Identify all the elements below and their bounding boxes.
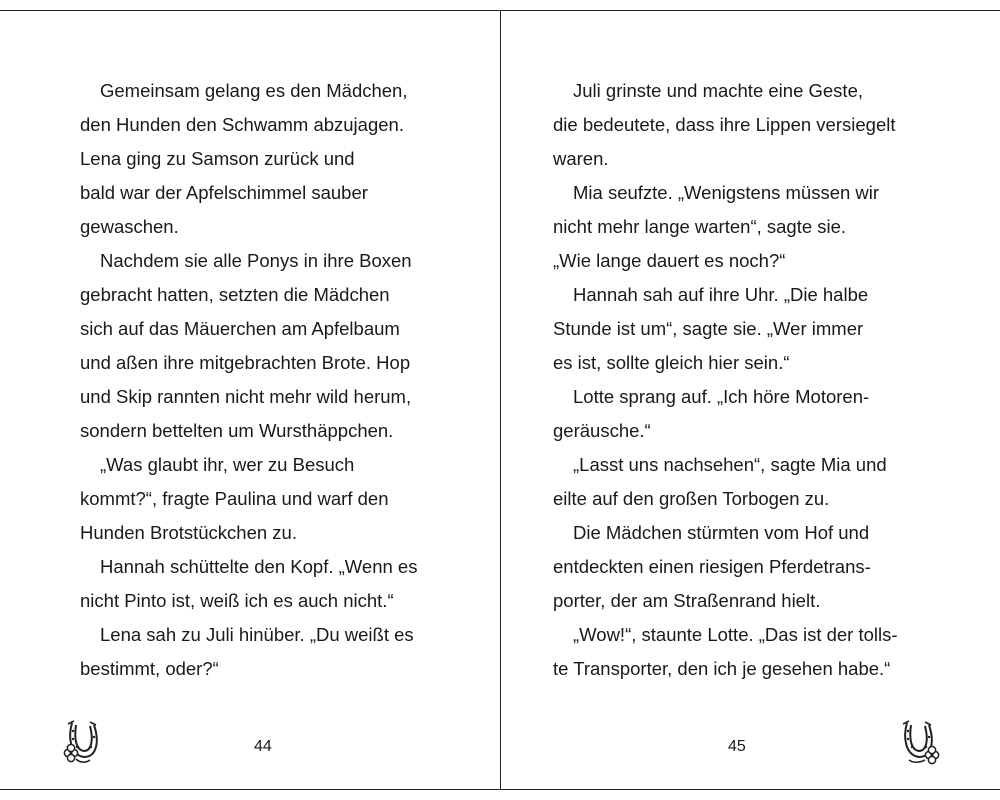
right-page <box>500 10 1000 790</box>
text-line: den Hunden den Schwamm abzujagen. <box>80 114 404 135</box>
text-line: waren. <box>553 148 609 169</box>
text-line: Hunden Brotstückchen zu. <box>80 522 297 543</box>
horseshoe-flower-icon <box>893 717 943 767</box>
text-line: porter, der am Straßenrand hielt. <box>553 590 821 611</box>
text-line: nicht mehr lange warten“, sagte sie. <box>553 216 847 237</box>
text-line: eilte auf den großen Torbogen zu. <box>553 488 830 509</box>
text-line: Nachdem sie alle Ponys in ihre Boxen <box>100 250 412 271</box>
text-line: sondern bettelten um Wursthäppchen. <box>80 420 394 441</box>
text-line: bald war der Apfelschimmel sauber <box>80 182 368 203</box>
text-line: gebracht hatten, setzten die Mädchen <box>80 284 390 305</box>
text-line: Lena sah zu Juli hinüber. „Du weißt es <box>100 624 414 645</box>
text-line: geräusche.“ <box>553 420 651 441</box>
text-line: Gemeinsam gelang es den Mädchen, <box>100 80 408 101</box>
text-line: Stunde ist um“, sagte sie. „Wer immer <box>553 318 864 339</box>
text-line: Lotte sprang auf. „Ich höre Motoren- <box>573 386 870 407</box>
text-line: die bedeutete, dass ihre Lippen versiegelt <box>553 114 896 135</box>
text-line: bestimmt, oder?“ <box>80 658 219 679</box>
left-page <box>0 10 501 790</box>
page-number: 45 <box>728 738 746 755</box>
text-line: „Lasst uns nachsehen“, sagte Mia und <box>573 454 887 475</box>
text-line: „Wow!“, staunte Lotte. „Das ist der tolls- <box>573 624 898 645</box>
text-line: nicht Pinto ist, weiß ich es auch nicht.“ <box>80 590 394 611</box>
text-line: „Was glaubt ihr, wer zu Besuch <box>100 454 355 475</box>
text-line: Mia seufzte. „Wenigstens müssen wir <box>573 182 880 203</box>
text-line: Hannah sah auf ihre Uhr. „Die halbe <box>573 284 869 305</box>
left-page-text <box>80 74 417 686</box>
text-line: entdeckten einen riesigen Pferdetrans- <box>553 556 871 577</box>
text-line: sich auf das Mäuerchen am Apfelbaum <box>80 318 400 339</box>
page-number: 44 <box>254 738 272 755</box>
text-line: Hannah schüttelte den Kopf. „Wenn es <box>100 556 418 577</box>
text-line: Die Mädchen stürmten vom Hof und <box>573 522 870 543</box>
right-page-text <box>553 74 898 686</box>
text-line: und Skip rannten nicht mehr wild herum, <box>80 386 412 407</box>
text-line: „Wie lange dauert es noch?“ <box>553 250 786 271</box>
text-line: kommt?“, fragte Paulina und warf den <box>80 488 389 509</box>
text-line: gewaschen. <box>80 216 179 237</box>
text-line: es ist, sollte gleich hier sein.“ <box>553 352 790 373</box>
text-line: und aßen ihre mitgebrachten Brote. Hop <box>80 352 411 373</box>
text-line: Lena ging zu Samson zurück und <box>80 148 355 169</box>
text-line: Juli grinste und machte eine Geste, <box>573 80 863 101</box>
text-line: te Transporter, den ich je gesehen habe.“ <box>553 658 891 679</box>
horseshoe-flower-icon <box>58 717 108 767</box>
